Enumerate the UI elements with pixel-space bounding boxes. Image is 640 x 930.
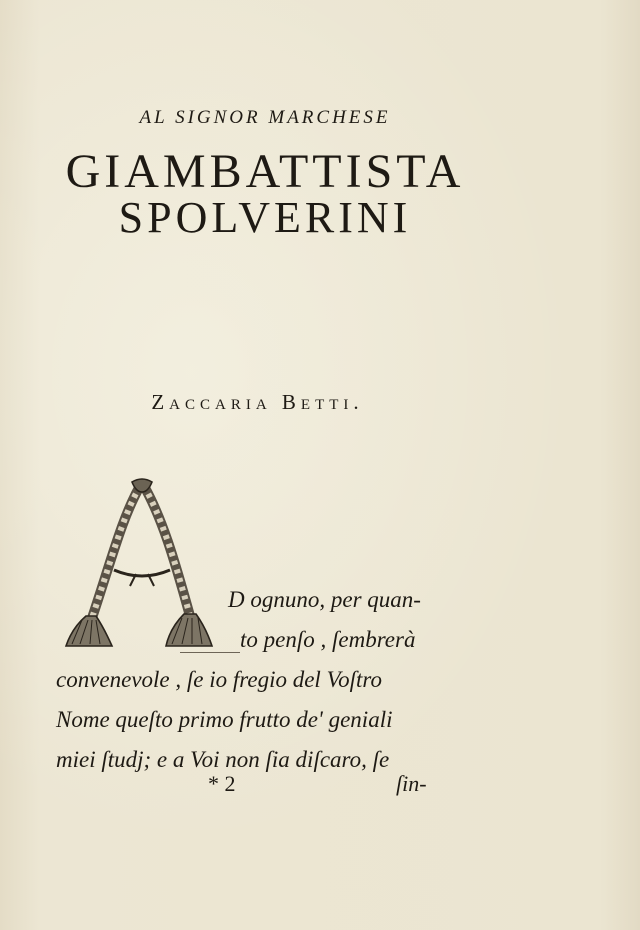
body-line-3: convenevole , ſe io fregio del Voſtro bbox=[56, 667, 382, 692]
signature-mark: * 2 bbox=[208, 771, 236, 796]
body-line-2: to penſo , ſembrerà bbox=[240, 627, 416, 652]
dedication-heading: AL SIGNOR MARCHESE bbox=[139, 107, 391, 128]
body-line-4: Nome queſto primo frutto de' geniali bbox=[56, 707, 393, 732]
author-name: Zaccaria Betti. bbox=[151, 390, 364, 414]
dedicatee-surname: SPOLVERINI bbox=[118, 193, 412, 242]
body-line-5: miei ſtudj; e a Voi non ſia diſcaro, ſe bbox=[56, 747, 390, 772]
catchword: ſin- bbox=[396, 771, 427, 796]
body-line-1: D ognuno, per quan- bbox=[228, 587, 421, 612]
divider-rule bbox=[180, 652, 240, 653]
dedicatee-first-name: GIAMBATTISTA bbox=[65, 145, 465, 198]
dedication-body bbox=[56, 580, 476, 780]
